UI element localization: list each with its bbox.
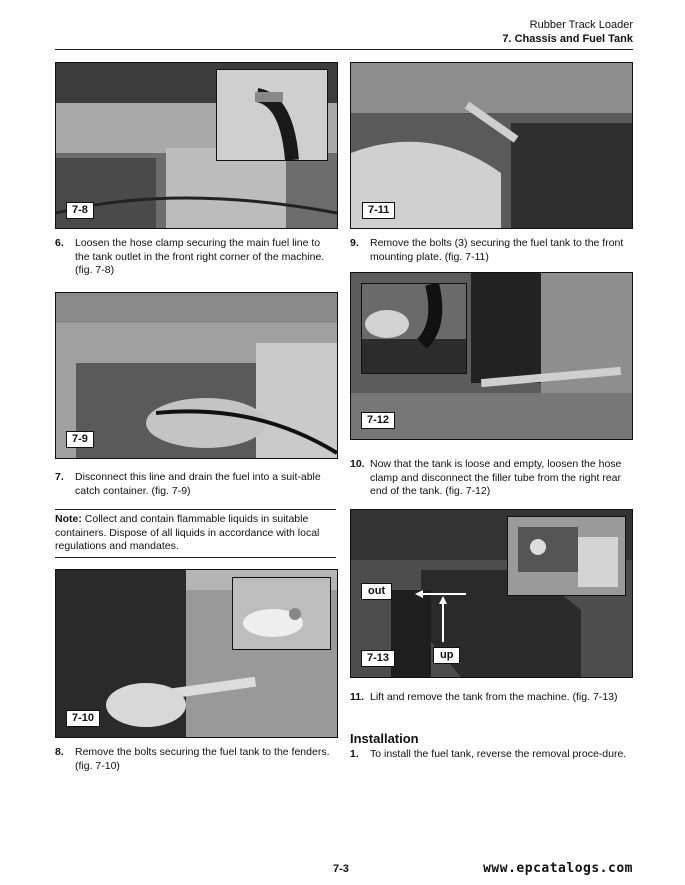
step-6-text: Loosen the hose clamp securing the main fuel line to the tank outlet in the front right corner of the machine. (fig. 7-8) xyxy=(75,237,325,276)
figure-7-13-label: 7-13 xyxy=(361,650,395,667)
step-11 xyxy=(350,691,630,705)
step-7 xyxy=(55,471,335,498)
step-10-text: Now that the tank is loose and empty, loosen the hose clamp and disconnect the filler tube from the right rear end of the tank. (fig. 7-12) xyxy=(370,458,622,497)
step-9-number: 9. xyxy=(350,237,359,249)
page-number: 7-3 xyxy=(333,863,349,875)
step-8-number: 8. xyxy=(55,746,64,758)
note-text: Collect and contain flammable liquids in suitable containers. Dispose of all liquids in accordance with local regulations and mandates. xyxy=(55,513,320,552)
figure-7-10-inset xyxy=(232,577,331,650)
step-9 xyxy=(350,237,630,264)
installation-step-1-text: To install the fuel tank, reverse the removal proce-dure. xyxy=(370,748,627,760)
header-title: Rubber Track Loader xyxy=(529,19,633,31)
figure-7-9-label: 7-9 xyxy=(66,431,94,448)
note-box xyxy=(55,509,336,558)
step-10-number: 10. xyxy=(350,458,365,470)
figure-7-12-inset xyxy=(361,283,467,374)
figure-7-13-inset xyxy=(507,516,626,596)
figure-7-13-up-tag: up xyxy=(433,647,460,664)
running-header xyxy=(502,18,633,46)
step-11-number: 11. xyxy=(350,691,365,703)
figure-7-11-label: 7-11 xyxy=(362,202,395,219)
step-6 xyxy=(55,237,335,278)
figure-7-13-out-tag: out xyxy=(361,583,392,600)
figure-7-8-label: 7-8 xyxy=(66,202,94,219)
installation-step-1-number: 1. xyxy=(350,748,359,760)
step-9-text: Remove the bolts (3) securing the fuel tank to the front mounting plate. (fig. 7-11) xyxy=(370,237,624,263)
header-rule xyxy=(55,49,633,50)
step-10 xyxy=(350,458,630,499)
step-7-text: Disconnect this line and drain the fuel into a suit-able catch container. (fig. 7-9) xyxy=(75,471,321,497)
step-8-text: Remove the bolts securing the fuel tank to the fenders. (fig. 7-10) xyxy=(75,746,330,772)
installation-heading: Installation xyxy=(350,731,419,746)
figure-7-9-photo xyxy=(55,292,338,459)
header-section: 7. Chassis and Fuel Tank xyxy=(502,33,633,45)
step-7-number: 7. xyxy=(55,471,64,483)
watermark-url: www.epcatalogs.com xyxy=(483,861,633,876)
figure-7-8-inset xyxy=(216,69,328,161)
figure-7-12-label: 7-12 xyxy=(361,412,395,429)
step-11-text: Lift and remove the tank from the machine. (fig. 7-13) xyxy=(370,691,618,703)
figure-7-10-label: 7-10 xyxy=(66,710,100,727)
note-label: Note: xyxy=(55,513,82,525)
installation-step-1 xyxy=(350,748,630,762)
step-6-number: 6. xyxy=(55,237,64,249)
step-8 xyxy=(55,746,335,773)
